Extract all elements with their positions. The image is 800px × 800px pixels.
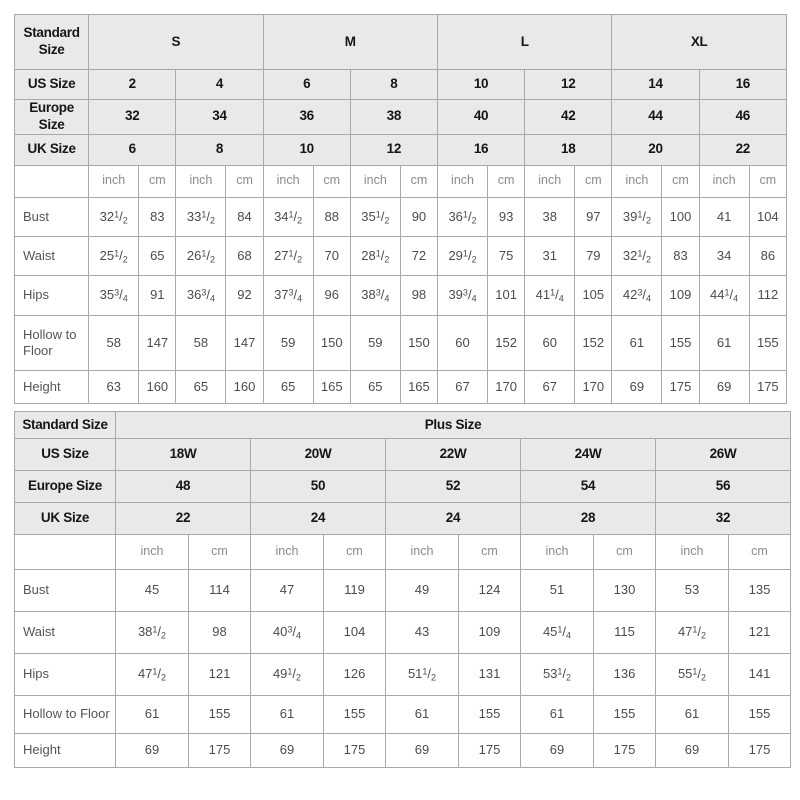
table-row (15, 535, 791, 570)
size-chart-cell: $25^1/_2$ (89, 236, 139, 275)
size-chart-cell: 63 (89, 370, 139, 403)
size-chart-cell: 79 (575, 236, 612, 275)
size-chart-cell: cm (729, 535, 791, 570)
size-chart-cell: 60 (525, 315, 575, 370)
size-chart-cell: $33^1/_2$ (176, 197, 226, 236)
row-label: Height (15, 734, 116, 768)
size-chart-cell: inch (656, 535, 729, 570)
size-chart-cell: 100 (662, 197, 699, 236)
size-chart-cell: 38 (525, 197, 575, 236)
size-chart-cell: $53^1/_2$ (521, 654, 594, 696)
size-chart-cell: cm (189, 535, 251, 570)
size-chart-cell: 175 (729, 734, 791, 768)
size-chart-cell: 16 (699, 70, 786, 100)
size-chart-cell: 6 (263, 70, 350, 100)
size-chart-cell: 58 (176, 315, 226, 370)
size-chart-cell: 175 (189, 734, 251, 768)
size-chart-cell: 119 (324, 570, 386, 612)
table-row (15, 370, 787, 403)
size-chart-cell: $45^1/_4$ (521, 612, 594, 654)
size-chart-cell: $26^1/_2$ (176, 236, 226, 275)
size-chart-cell: 91 (139, 275, 176, 315)
size-chart-cell: 69 (386, 734, 459, 768)
size-chart-cell: $34^1/_2$ (263, 197, 313, 236)
size-chart-cell: S (89, 15, 263, 70)
size-chart-cell: 90 (400, 197, 437, 236)
size-chart-cell: 20 (612, 134, 699, 165)
size-chart-cell: $40^3/_4$ (251, 612, 324, 654)
row-label: Standard Size (15, 412, 116, 439)
table-row (15, 197, 787, 236)
size-chart-cell: 101 (488, 275, 525, 315)
size-chart-cell: 24 (251, 503, 386, 535)
size-chart-cell: $28^1/_2$ (350, 236, 400, 275)
size-chart-cell: 61 (656, 696, 729, 734)
size-chart-cell: 155 (324, 696, 386, 734)
size-chart-cell: 68 (226, 236, 263, 275)
size-chart-cell: 160 (226, 370, 263, 403)
size-chart-cell: inch (699, 165, 749, 197)
row-label: Standard Size (15, 15, 89, 70)
size-chart-cell: 8 (350, 70, 437, 100)
size-chart-cell: cm (575, 165, 612, 197)
size-chart-cell: $27^1/_2$ (263, 236, 313, 275)
row-label: Hollow to Floor (15, 315, 89, 370)
size-chart-cell: 150 (313, 315, 350, 370)
size-chart-cell: 46 (699, 100, 786, 135)
size-chart-cell: 114 (189, 570, 251, 612)
size-chart-cell: 6 (89, 134, 176, 165)
size-chart-cell: cm (226, 165, 263, 197)
size-chart-cell: 61 (251, 696, 324, 734)
table-row (15, 275, 787, 315)
size-chart-cell: cm (459, 535, 521, 570)
row-label: Waist (15, 236, 89, 275)
size-chart-cell: 61 (521, 696, 594, 734)
corner-cell (15, 165, 89, 197)
size-chart-cell: 115 (594, 612, 656, 654)
size-chart-cell: 54 (521, 471, 656, 503)
size-chart-cell: 61 (386, 696, 459, 734)
size-chart-cell: 24W (521, 439, 656, 471)
size-chart-cell: cm (749, 165, 786, 197)
size-chart-cell: 22 (116, 503, 251, 535)
table-row (15, 503, 791, 535)
size-chart-cell: cm (139, 165, 176, 197)
size-chart-cell: $36^1/_2$ (437, 197, 487, 236)
size-chart-cell: 59 (350, 315, 400, 370)
size-chart-cell: $35^3/_4$ (89, 275, 139, 315)
size-chart-cell: 34 (176, 100, 263, 135)
size-chart-cell: 67 (525, 370, 575, 403)
size-chart-cell: 69 (656, 734, 729, 768)
size-chart-cell: L (437, 15, 611, 70)
size-chart-cell: 26W (656, 439, 791, 471)
size-chart-cell: 43 (386, 612, 459, 654)
size-chart-cell: 109 (459, 612, 521, 654)
size-chart-cell: 175 (594, 734, 656, 768)
size-chart-cell: 105 (575, 275, 612, 315)
size-chart-cell: 170 (575, 370, 612, 403)
size-chart-cell: $35^1/_2$ (350, 197, 400, 236)
size-chart-cell: $42^3/_4$ (612, 275, 662, 315)
size-chart-cell: 136 (594, 654, 656, 696)
size-chart-cell: $32^1/_2$ (89, 197, 139, 236)
size-chart-cell: inch (89, 165, 139, 197)
size-chart-cell: 160 (139, 370, 176, 403)
size-chart-cell: cm (313, 165, 350, 197)
size-chart-cell: inch (386, 535, 459, 570)
size-chart-cell: $38^3/_4$ (350, 275, 400, 315)
size-chart-cell: 65 (350, 370, 400, 403)
size-chart-cell: 121 (729, 612, 791, 654)
size-chart-cell: 165 (313, 370, 350, 403)
size-chart-cell: 86 (749, 236, 786, 275)
size-chart-cell: 47 (251, 570, 324, 612)
table-row (15, 100, 787, 135)
size-chart-cell: 92 (226, 275, 263, 315)
size-chart-cell: inch (437, 165, 487, 197)
row-label: UK Size (15, 503, 116, 535)
size-chart-cell: 130 (594, 570, 656, 612)
size-chart-cell: 97 (575, 197, 612, 236)
size-chart-cell: 38 (350, 100, 437, 135)
size-chart-cell: $37^3/_4$ (263, 275, 313, 315)
table-row (15, 439, 791, 471)
size-chart-cell: inch (176, 165, 226, 197)
size-chart-cell: 18 (525, 134, 612, 165)
size-chart-cell: $47^1/_2$ (116, 654, 189, 696)
size-chart-cell: $38^1/_2$ (116, 612, 189, 654)
size-chart-cell: 98 (400, 275, 437, 315)
size-chart-cell: inch (521, 535, 594, 570)
row-label: Waist (15, 612, 116, 654)
size-chart-cell: 41 (699, 197, 749, 236)
row-label: Bust (15, 570, 116, 612)
size-chart-cell: 155 (729, 696, 791, 734)
table-row (15, 70, 787, 100)
corner-cell (15, 535, 116, 570)
size-chart-cell: inch (263, 165, 313, 197)
table-row (15, 654, 791, 696)
size-chart-cell: 45 (116, 570, 189, 612)
table-row (15, 236, 787, 275)
size-chart-cell: inch (350, 165, 400, 197)
size-chart-cell: 32 (89, 100, 176, 135)
size-chart-cell: 24 (386, 503, 521, 535)
size-chart-cell: 147 (226, 315, 263, 370)
size-chart-cell: 155 (662, 315, 699, 370)
size-chart-cell: 175 (324, 734, 386, 768)
size-chart-cell: $49^1/_2$ (251, 654, 324, 696)
size-chart-cell: 65 (263, 370, 313, 403)
size-chart-cell: 60 (437, 315, 487, 370)
size-chart-cell: cm (400, 165, 437, 197)
size-chart-cell: 65 (139, 236, 176, 275)
size-chart-cell: 12 (525, 70, 612, 100)
size-chart-cell: 67 (437, 370, 487, 403)
table-row (15, 315, 787, 370)
row-label: UK Size (15, 134, 89, 165)
row-label: US Size (15, 70, 89, 100)
size-chart-cell: 150 (400, 315, 437, 370)
row-label: Height (15, 370, 89, 403)
size-chart-cell: 109 (662, 275, 699, 315)
size-chart-cell: 49 (386, 570, 459, 612)
size-chart-cell: 4 (176, 70, 263, 100)
table-row (15, 15, 787, 70)
size-chart-cell: 121 (189, 654, 251, 696)
size-chart-cell: 28 (521, 503, 656, 535)
size-chart-cell: 69 (251, 734, 324, 768)
size-chart-cell: 20W (251, 439, 386, 471)
size-chart-cell: 96 (313, 275, 350, 315)
size-chart-cell: 59 (263, 315, 313, 370)
size-chart-cell: 155 (749, 315, 786, 370)
size-chart-cell: 155 (459, 696, 521, 734)
size-chart-cell: 8 (176, 134, 263, 165)
size-chart-cell: $47^1/_2$ (656, 612, 729, 654)
size-chart-cell: 93 (488, 197, 525, 236)
row-label: Hips (15, 654, 116, 696)
plus-size-table (14, 411, 791, 768)
size-chart-cell: 48 (116, 471, 251, 503)
size-chart-cell: 65 (176, 370, 226, 403)
size-chart-cell: 16 (437, 134, 524, 165)
size-chart-cell: $44^1/_4$ (699, 275, 749, 315)
size-chart-cell: 14 (612, 70, 699, 100)
size-chart-cell: 36 (263, 100, 350, 135)
size-chart-cell: 126 (324, 654, 386, 696)
size-chart-cell: inch (525, 165, 575, 197)
size-chart-cell: $32^1/_2$ (612, 236, 662, 275)
size-chart-cell: 58 (89, 315, 139, 370)
size-chart-cell: 170 (488, 370, 525, 403)
size-chart-cell: 165 (400, 370, 437, 403)
size-chart-cell: $39^3/_4$ (437, 275, 487, 315)
size-chart-cell: $55^1/_2$ (656, 654, 729, 696)
size-chart-cell: 12 (350, 134, 437, 165)
size-chart-cell: 135 (729, 570, 791, 612)
size-chart-cell: 69 (699, 370, 749, 403)
size-chart-cell: XL (612, 15, 787, 70)
row-label: Hips (15, 275, 89, 315)
size-chart-cell: 152 (488, 315, 525, 370)
size-chart-cell: $39^1/_2$ (612, 197, 662, 236)
size-chart-cell: 42 (525, 100, 612, 135)
size-chart-cell: 61 (116, 696, 189, 734)
size-chart-cell: 175 (459, 734, 521, 768)
size-chart-cell: 34 (699, 236, 749, 275)
row-label: Europe Size (15, 100, 89, 135)
size-chart-cell: cm (594, 535, 656, 570)
size-chart-cell: 75 (488, 236, 525, 275)
size-chart-cell: 141 (729, 654, 791, 696)
size-chart-cell: 131 (459, 654, 521, 696)
size-chart-cell: inch (116, 535, 189, 570)
size-chart-cell: 61 (699, 315, 749, 370)
table-row (15, 696, 791, 734)
size-chart-cell: 98 (189, 612, 251, 654)
size-chart-cell: $51^1/_2$ (386, 654, 459, 696)
size-chart-cell: 175 (749, 370, 786, 403)
size-chart-cell: inch (612, 165, 662, 197)
size-chart-cell: 84 (226, 197, 263, 236)
table-row (15, 570, 791, 612)
size-chart-cell: 52 (386, 471, 521, 503)
table-row (15, 612, 791, 654)
size-chart-cell: 61 (612, 315, 662, 370)
row-label: Hollow to Floor (15, 696, 116, 734)
size-chart-cell: cm (324, 535, 386, 570)
size-chart-cell: 51 (521, 570, 594, 612)
size-chart-cell: 53 (656, 570, 729, 612)
size-chart-cell: inch (251, 535, 324, 570)
size-chart-cell: 175 (662, 370, 699, 403)
size-chart-cell: Plus Size (116, 412, 791, 439)
size-chart-cell: 56 (656, 471, 791, 503)
row-label: Bust (15, 197, 89, 236)
size-chart-cell: $41^1/_4$ (525, 275, 575, 315)
table-row (15, 412, 791, 439)
size-chart-cell: 112 (749, 275, 786, 315)
size-chart-cell: 10 (437, 70, 524, 100)
size-chart-cell: 50 (251, 471, 386, 503)
standard-size-table (14, 14, 787, 404)
size-chart-cell: 44 (612, 100, 699, 135)
size-chart-cell: 40 (437, 100, 524, 135)
size-chart-cell: 70 (313, 236, 350, 275)
row-label: US Size (15, 439, 116, 471)
size-chart-cell: 18W (116, 439, 251, 471)
size-chart-cell: 32 (656, 503, 791, 535)
size-chart-cell: 88 (313, 197, 350, 236)
size-chart-cell: 155 (594, 696, 656, 734)
size-chart-cell: 69 (612, 370, 662, 403)
size-chart-cell: $29^1/_2$ (437, 236, 487, 275)
size-chart-cell: 147 (139, 315, 176, 370)
size-chart-cell: 69 (116, 734, 189, 768)
size-chart-cell: 104 (324, 612, 386, 654)
size-chart-cell: 83 (139, 197, 176, 236)
size-chart-cell: 22W (386, 439, 521, 471)
size-chart-cell: cm (662, 165, 699, 197)
table-row (15, 471, 791, 503)
size-chart-cell: M (263, 15, 437, 70)
size-chart-cell: $36^3/_4$ (176, 275, 226, 315)
size-chart-cell: 72 (400, 236, 437, 275)
table-row (15, 134, 787, 165)
size-chart-cell: 155 (189, 696, 251, 734)
size-chart-cell: 69 (521, 734, 594, 768)
size-chart-cell: 31 (525, 236, 575, 275)
table-row (15, 734, 791, 768)
size-chart-cell: 83 (662, 236, 699, 275)
size-chart-cell: 22 (699, 134, 786, 165)
size-chart-cell: 10 (263, 134, 350, 165)
size-chart-cell: cm (488, 165, 525, 197)
size-chart-cell: 2 (89, 70, 176, 100)
size-chart-cell: 152 (575, 315, 612, 370)
row-label: Europe Size (15, 471, 116, 503)
table-row (15, 165, 787, 197)
size-chart-cell: 124 (459, 570, 521, 612)
size-chart-cell: 104 (749, 197, 786, 236)
